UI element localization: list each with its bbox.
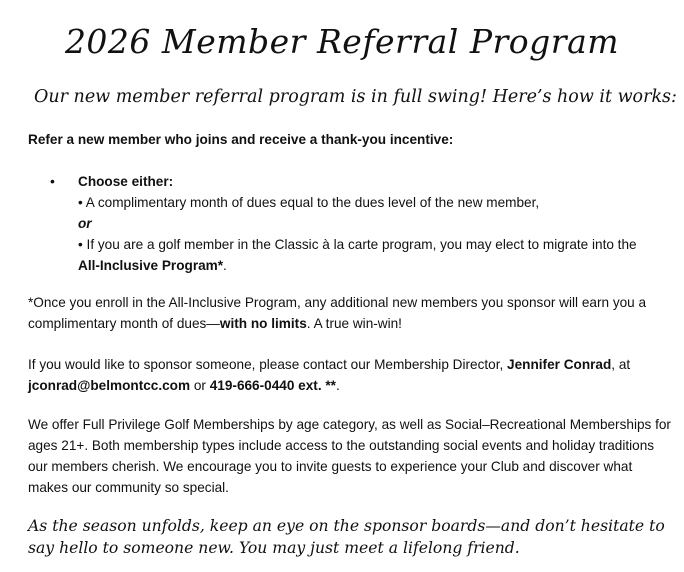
option-2-text [78,234,680,276]
intro-bold: Refer a new member who joins and receive a thank-you incentive: [28,132,454,147]
bullet-marker: • [50,173,55,189]
note-bold: with no limits [219,316,307,331]
intro-text [28,129,674,150]
page-subtitle: Our new member referral program is in full swing! Here’s how it works: [34,87,677,107]
option-2-lead: • If you are a golf member in the Classic à la carte program, you may elect to migrate into the [78,237,637,252]
or-separator: or [78,216,92,231]
bullet-heading: Choose either: [78,174,174,189]
offer-paragraph: We offer Full Privilege Golf Memberships by age category, as well as Social–Recreational Memberships for ages 21+. Both membership types include access to the outstanding social events and holiday traditions our members cherish. We encourage you to invite guests to experience your Club and discover what makes our community so special. [28,417,671,495]
bullet-item [78,171,680,276]
note-text: *Once you enroll in the All-Inclusive Program, any additional new members you sponsor will earn you a complimentary month of dues— [28,295,647,331]
contact-paragraph [28,354,674,396]
contact-comma-at: , at [611,357,631,372]
contact-or: or [193,378,206,393]
contact-name: Jennifer Conrad [507,357,612,372]
closing-text: As the season unfolds, keep an eye on the sponsor boards—and don’t hesitate to say hello to someone new. You may just meet a lifelong friend. [28,517,665,557]
contact-end: . [335,378,340,393]
option-2-end: . [223,258,227,273]
contact-phone[interactable]: 419-666-0440 ext. ** [209,378,336,393]
option-2-program: All-Inclusive Program* [78,258,224,273]
note-end: . A true win-win! [306,316,402,331]
option-1-text: • A complimentary month of dues equal to the dues level of the new member, [78,195,540,210]
contact-text: If you would like to sponsor someone, please contact our Membership Director, [28,357,504,372]
contact-email[interactable]: jconrad@belmontcc.com [28,378,191,393]
note-paragraph [28,292,674,334]
page-title: 2026 Member Referral Program [64,22,620,61]
